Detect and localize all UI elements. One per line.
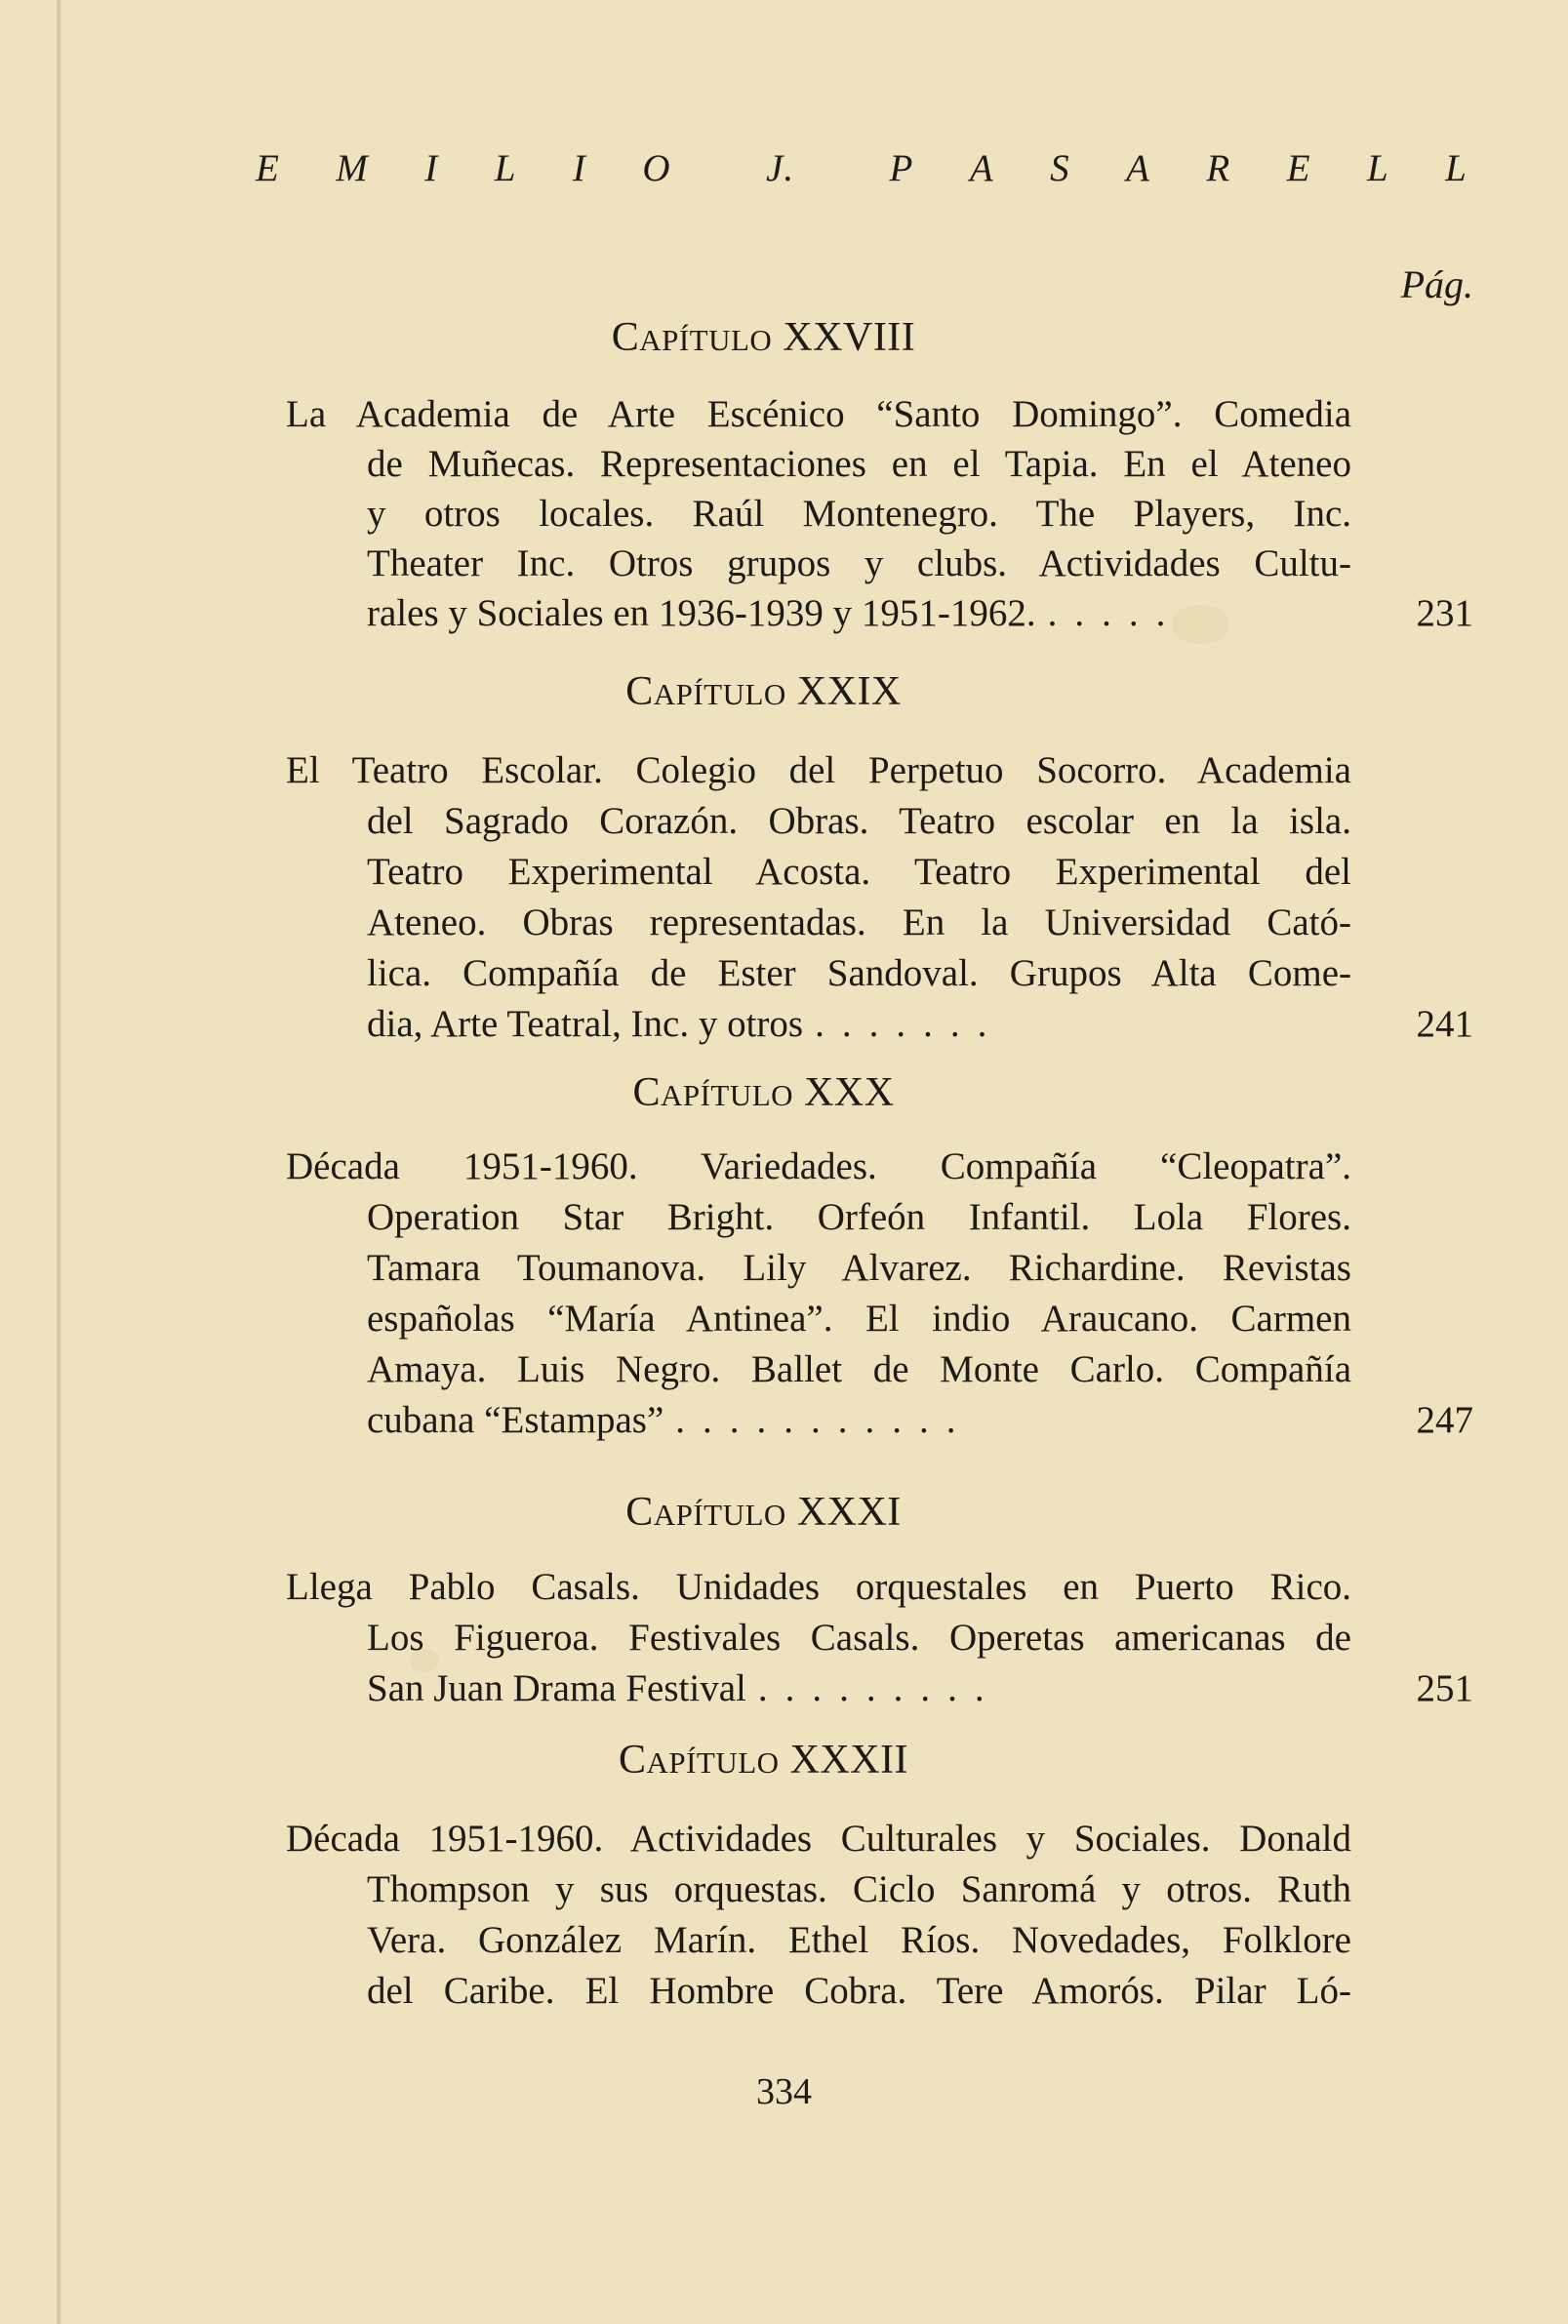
dot-leader: .......	[815, 1003, 1005, 1045]
toc-line: del Sagrado Corazón. Obras. Teatro escolar en la isla.	[367, 800, 1351, 842]
header-letter: L	[1367, 147, 1389, 189]
page-reference: 247	[1416, 1399, 1473, 1441]
chapter-heading	[244, 314, 1283, 361]
chapter-numeral: XXXI	[796, 1490, 902, 1535]
toc-line: Thompson y sus orquestas. Ciclo Sanromá y otros. Ruth	[367, 1868, 1351, 1910]
chapter-numeral: XXXII	[789, 1738, 909, 1783]
chapter-word-initial: C	[618, 1738, 647, 1783]
page-reference: 241	[1416, 1003, 1473, 1045]
header-letter: S	[1050, 147, 1070, 189]
page-number: 334	[756, 2071, 812, 2112]
toc-leader-line	[367, 1000, 1004, 1049]
toc-leader-line	[367, 589, 1183, 638]
chapter-word-initial: C	[625, 669, 654, 714]
toc-line: Teatro Experimental Acosta. Teatro Experimental del	[367, 851, 1351, 893]
toc-line: rales y Sociales en 1936-1939 y 1951-1962.	[367, 592, 1036, 634]
header-letter: O	[642, 147, 671, 189]
toc-leader-line	[367, 1396, 974, 1445]
header-letter: R	[1206, 147, 1231, 189]
toc-line: Tamara Toumanova. Lily Alvarez. Richardine. Revistas	[367, 1247, 1351, 1289]
chapter-word-rest: APÍTULO	[639, 323, 773, 357]
page-reference: 251	[1416, 1667, 1473, 1709]
toc-line: de Muñecas. Representaciones en el Tapia. En el Ateneo	[367, 443, 1351, 485]
toc-line: Los Figueroa. Festivales Casals. Operetas americanas de	[367, 1617, 1351, 1659]
header-letter: E	[1286, 147, 1311, 189]
chapter-word-initial: C	[611, 315, 640, 360]
toc-line: Vera. González Marín. Ethel Ríos. Novedades, Folklore	[367, 1919, 1351, 1961]
header-letter: J.	[766, 147, 795, 189]
chapter-heading	[244, 1489, 1283, 1536]
chapter-word-rest: APÍTULO	[660, 1078, 794, 1112]
toc-line: y otros locales. Raúl Montenegro. The Players, Inc.	[367, 493, 1351, 535]
header-letter: L	[494, 147, 517, 189]
toc-line: La Academia de Arte Escénico “Santo Domingo”. Comedia	[286, 393, 1351, 435]
toc-line: Llega Pablo Casals. Unidades orquestales en Puerto Rico.	[286, 1566, 1351, 1608]
toc-line: Ateneo. Obras representadas. En la Universidad Cató-	[367, 902, 1351, 943]
header-letter: I	[572, 147, 586, 189]
chapter-heading	[244, 1737, 1283, 1783]
toc-leader-line	[367, 1664, 1002, 1713]
dot-leader: .........	[757, 1667, 1002, 1709]
chapter-word-initial: C	[625, 1490, 654, 1535]
chapter-numeral: XXX	[804, 1070, 895, 1115]
header-letter: L	[1445, 147, 1467, 189]
chapter-numeral: XXIX	[796, 669, 902, 714]
chapter-word-initial: C	[632, 1070, 661, 1115]
dot-leader: .....	[1047, 592, 1184, 634]
page-reference: 231	[1416, 592, 1473, 634]
chapter-word-rest: APÍTULO	[646, 1745, 780, 1780]
header-letter: A	[969, 147, 994, 189]
binding-edge	[57, 0, 61, 2324]
toc-line: San Juan Drama Festival	[367, 1667, 746, 1709]
toc-line: Amaya. Luis Negro. Ballet de Monte Carlo. Compañía	[367, 1348, 1351, 1390]
toc-line: Operation Star Bright. Orfeón Infantil. Lola Flores.	[367, 1196, 1351, 1238]
chapter-word-rest: APÍTULO	[653, 677, 786, 711]
toc-line: cubana “Estampas”	[367, 1399, 664, 1441]
chapter-heading	[244, 1069, 1283, 1116]
page-column-label: Pág.	[1400, 262, 1473, 306]
header-letter: E	[256, 147, 280, 189]
toc-line: Década 1951-1960. Variedades. Compañía “Cleopatra”.	[286, 1145, 1351, 1187]
toc-line: El Teatro Escolar. Colegio del Perpetuo Socorro. Academia	[286, 749, 1351, 791]
chapter-heading	[244, 668, 1283, 715]
header-letter: A	[1126, 147, 1150, 189]
header-letter: M	[336, 147, 369, 189]
dot-leader: ...........	[675, 1399, 974, 1441]
toc-line: lica. Compañía de Ester Sandoval. Grupos Alta Come-	[367, 952, 1351, 994]
chapter-word-rest: APÍTULO	[653, 1498, 786, 1532]
header-letter: I	[424, 147, 439, 189]
chapter-numeral: XXVIII	[783, 315, 916, 360]
toc-line: Theater Inc. Otros grupos y clubs. Actividades Cultu-	[367, 542, 1351, 584]
toc-line: dia, Arte Teatral, Inc. y otros	[367, 1003, 804, 1045]
running-header	[256, 146, 1467, 190]
header-letter: P	[889, 147, 914, 189]
toc-line: españolas “María Antinea”. El indio Araucano. Carmen	[367, 1298, 1351, 1340]
toc-line: del Caribe. El Hombre Cobra. Tere Amorós. Pilar Ló-	[367, 1970, 1351, 2012]
toc-line: Década 1951-1960. Actividades Culturales y Sociales. Donald	[286, 1818, 1351, 1860]
